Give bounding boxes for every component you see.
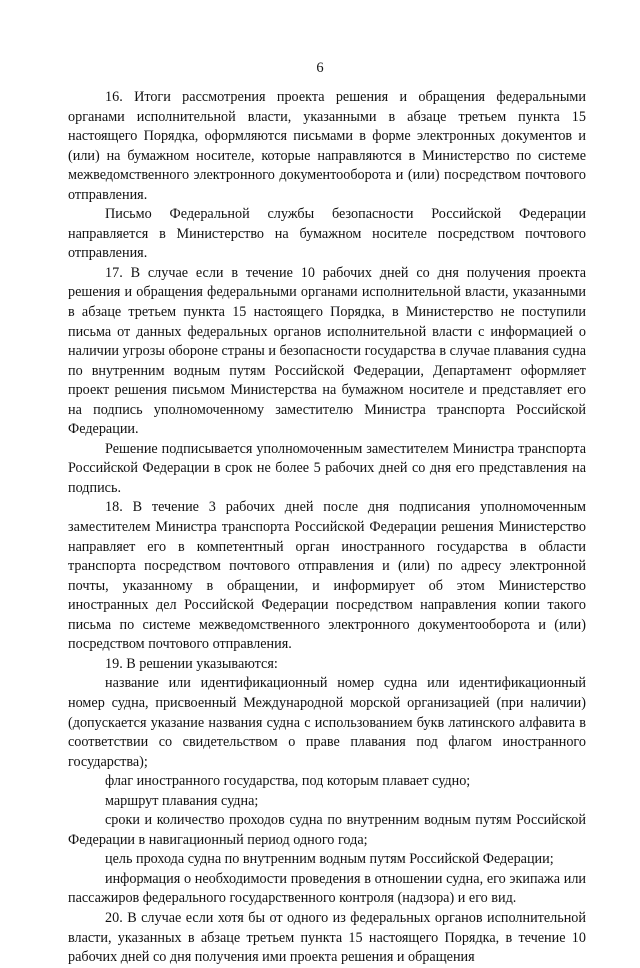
- page-number: 6: [316, 60, 324, 76]
- list-item-passages: сроки и количество проходов судна по внутренним водным путям Российской Федерации в навигационный период одного года;: [68, 812, 586, 848]
- list-item-flag: флаг иностранного государства, под которым плавает судно;: [105, 773, 471, 790]
- list-item-control-info: информация о необходимости проведения в отношении судна, его экипажа или пассажиров федерального государственного контроля (надзора) и его вид.: [68, 870, 586, 907]
- paragraph-decision-signing: Решение подписывается уполномоченным заместителем Министра транспорта Российской Федерации в срок не более 5 рабочих дней со дня его представления на подпись.: [68, 440, 586, 496]
- paragraph-17: 17. В случае если в течение 10 рабочих дней со дня получения проекта решения и обращения федеральными органами исполнительной власти, указанными в абзаце третьем пункта 15 настоящего Порядка, в Министерство не поступили письма от данных федеральных органов исполнительной власти с информацией о наличии угрозы обороне страны и безопасности государства в случае плавания судна по внутренним водным путям Российской Федерации, Департамент оформляет проект решения письмом Министерства на бумажном носителе и представляет его на подпись уполномоченному заместителю Министра транспорта Российской Федерации.: [68, 264, 586, 438]
- document-body: [68, 88, 586, 968]
- list-item-purpose: цель прохода судна по внутренним водным путям Российской Федерации;: [105, 851, 554, 868]
- paragraph-18: 18. В течение 3 рабочих дней после дня подписания уполномоченным заместителем Министра транспорта Российской Федерации решения Министерство направляет его в компетентный орган иностранного государства в области транспорта посредством почтового отправления и (или) по адресу электронной почты, указанному в обращении, и информирует об этом Министерство иностранных дел Российской Федерации посредством направления копии такого письма по системе межведомственного электронного документооборота и (или) посредством почтового отправления.: [68, 499, 586, 653]
- paragraph-19: 19. В решении указываются:: [105, 655, 278, 672]
- paragraph-fsb-letter: Письмо Федеральной службы безопасности Российской Федерации направляется в Министерство на бумажном носителе посредством почтового отправления.: [68, 206, 586, 262]
- paragraph-16: 16. Итоги рассмотрения проекта решения и обращения федеральными органами исполнительной власти, указанными в абзаце третьем пункта 15 настоящего Порядка, оформляются письмами в форме электронных документов и (или) на бумажном носителе, которые направляются в Министерство по системе межведомственного электронного документооборота и (или) посредством почтового отправления.: [68, 89, 586, 203]
- list-item-route: маршрут плавания судна;: [105, 792, 259, 809]
- list-item-vessel-name: название или идентификационный номер судна или идентификационный номер судна, присвоенный Международной морской организацией (при наличии) (допускается указание названия судна с использованием букв латинского алфавита в соответствии со свидетельством о праве плавания под флагом иностранного государства);: [68, 675, 586, 770]
- paragraph-20: 20. В случае если хотя бы от одного из федеральных органов исполнительной власти, указанных в абзаце третьем пункта 15 настоящего Порядка, в течение 10 рабочих дней со дня получения ими проекта решения и обращения: [68, 909, 586, 966]
